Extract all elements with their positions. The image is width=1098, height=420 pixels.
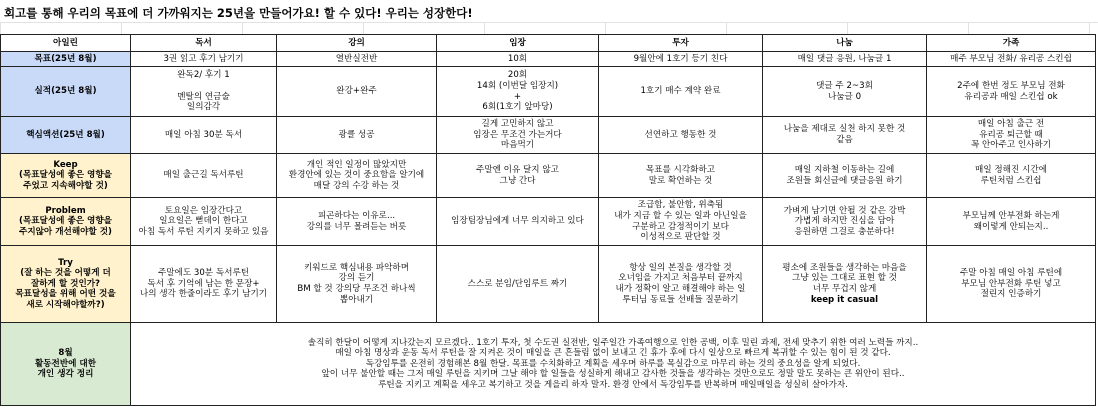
cell-problem-site-visit[interactable] (437, 198, 599, 246)
cell-text: 나눔을 제대로 실천 하지 못한 것 (783, 124, 906, 135)
table-row-reflection (1, 323, 1096, 406)
cell-try-family[interactable] (927, 246, 1096, 323)
cell-keep-lecture[interactable] (277, 154, 437, 198)
cell-text: 오너임을 가지고 처음부터 끝까지 (618, 273, 743, 284)
cell-text: + (513, 91, 522, 102)
cell-try-sharing[interactable] (763, 246, 927, 323)
cell-text-emphasis: keep it casual (810, 294, 879, 305)
cell-text: 목표를 시각화하고 (645, 164, 716, 175)
cell-goal-sharing[interactable] (763, 52, 927, 67)
cell-text: 너무 무겁지 않게 (812, 284, 877, 294)
cell-text: 광클 성공 (338, 129, 375, 140)
column-header-reading[interactable]: 독서 (131, 35, 277, 52)
cell-text: 열반실전반 (335, 53, 378, 64)
cell-problem-investment[interactable] (599, 198, 763, 246)
cell-text: 내가 정확이 알고 해결해야 하는 일 (615, 284, 746, 294)
cell-results-investment[interactable] (599, 67, 763, 117)
column-header-name[interactable]: 아일린 (1, 35, 131, 52)
row-header-problem[interactable] (1, 198, 131, 246)
row-header-line: 잘하게 할 것인가? (30, 278, 101, 289)
cell-text: 그냥 있는 그대로 표현 할 것 (792, 273, 897, 284)
cell-keep-investment[interactable] (599, 154, 763, 198)
cell-text: 왜이렇게 안되는지.. (973, 221, 1049, 232)
column-header-site-visit[interactable]: 임장 (437, 35, 599, 52)
row-header-line: Problem (45, 205, 86, 216)
cell-text: 매주 부모님 전화/ 유리공 스킨쉽 (950, 53, 1072, 64)
row-header-line: 목표(25년 8월) (34, 53, 97, 64)
cell-actions-reading[interactable] (131, 117, 277, 154)
row-header-line: Try (58, 257, 73, 268)
cell-text: 개인 적인 일정이 많았지만 (306, 159, 407, 170)
cell-text: 임장은 무조건 가는거다 (473, 129, 562, 140)
cell-text: 나의 생각 한줄이라도 후기 남기기 (139, 289, 268, 300)
cell-text: 뽑아내기 (339, 294, 374, 305)
cell-goal-family[interactable] (927, 52, 1096, 67)
row-header-line: 핵심액션(25년 8월) (26, 129, 105, 140)
cell-text: 주말에도 30분 독서루틴 (157, 268, 250, 279)
cell-text: 유리공 퇴근할 때 (979, 129, 1043, 140)
cell-results-family[interactable] (927, 67, 1096, 117)
cell-text: 선연하고 행동한 것 (644, 129, 717, 140)
cell-text: 나눔글 0 (827, 91, 862, 102)
cell-text: 강의를 너무 몰려듣는 버릇 (306, 221, 407, 232)
row-header-goal[interactable] (1, 52, 131, 67)
cell-text: 루틴처럼 스킨쉽 (980, 175, 1042, 186)
cell-results-reading[interactable] (131, 67, 277, 117)
cell-text: 매일 아침 30분 독서 (164, 129, 243, 140)
cell-actions-site-visit[interactable] (437, 117, 599, 154)
cell-text: 매일 지하철 이동하는 길에 (794, 164, 895, 175)
row-header-key-actions[interactable] (1, 117, 131, 154)
cell-text: 응원하면 그걸로 충분하다! (794, 226, 895, 237)
cell-text: 14회 (이번달 임장지) (476, 80, 559, 91)
row-header-line: Keep (53, 159, 78, 170)
cell-goal-reading[interactable] (131, 52, 277, 67)
reflection-line: 앞이 너무 불안할 때는 그저 매일 루틴을 지키며 그날 해야 할 일들을 성실하게 해내고 감사한 것들을 생각하는 것만으로도 정말 말도 못하는 큰 위안이 된다.. (321, 369, 905, 380)
cell-keep-site-visit[interactable] (437, 154, 599, 198)
cell-text: 매일 정해진 시간에 (975, 164, 1047, 175)
cell-text: 일의감각 (186, 102, 221, 113)
header-row (1, 35, 1096, 52)
reflection-line: 매일 아침 명상과 운동 독서 루틴을 잘 지켜온 것이 매일을 큰 흔들림 없이 보내고 긴 휴가 후에 다시 일상으로 빠르게 복귀할 수 있는 힘이 된 것 같다. (335, 348, 891, 359)
cell-actions-lecture[interactable] (277, 117, 437, 154)
cell-results-site-visit[interactable] (437, 67, 599, 117)
row-header-line: (잘 하는 것을 어떻게 더 (20, 268, 111, 279)
cell-text: 매일 출근길 독서루틴 (163, 170, 244, 181)
row-header-try[interactable] (1, 246, 131, 323)
reflection-line: 독강임투를 온전히 경험해본 8월 한달. 목표를 수치화하고 계획을 세우며 하루를 목실감으로 마무리 하는 것의 중요성을 알게 되었다. (365, 358, 861, 369)
cell-text: 완강+완주 (336, 86, 377, 97)
cell-results-lecture[interactable] (277, 67, 437, 117)
cell-goal-investment[interactable] (599, 52, 763, 67)
row-header-line: 주지않아 개선해야할 것) (19, 226, 112, 237)
reflection-line: 루틴을 지키고 계획을 세우고 복기하고 것을 게을리 하자 말자. 환경 안에서 독강임투를 반복하며 매일매일을 성실히 살아가자. (378, 379, 848, 390)
row-header-keep[interactable] (1, 154, 131, 198)
cell-text: 20회 (507, 70, 528, 81)
cell-text: 평소에 조원들을 생각하는 마음을 (782, 262, 907, 273)
column-header-lecture[interactable]: 강의 (277, 35, 437, 52)
row-header-line: 개인 생각 정리 (37, 369, 94, 380)
cell-text: 완독2/ 후기 1 (177, 70, 230, 81)
cell-text: 부모님 안부전화 루틴 넣고 (961, 278, 1061, 289)
cell-text: 주말엔 이유 달지 않고 (476, 164, 559, 175)
row-header-line: 활동전반에 대한 (34, 358, 97, 369)
cell-keep-family[interactable] (927, 154, 1096, 198)
cell-text: 가벼게 남기면 안될 것 같은 강박 (783, 205, 906, 216)
cell-text: 꼭 안아주고 인사하기 (970, 140, 1052, 151)
cell-goal-lecture[interactable] (277, 52, 437, 67)
cell-text: 9월안에 1호기 등기 친다 (633, 53, 728, 64)
retrospective-table (0, 34, 1096, 406)
cell-text: 조원들 회신글에 댓글응원 하기 (786, 175, 903, 186)
row-header-line: 목표달성을 위해 어떤 것을 (15, 289, 116, 300)
cell-text: 10회 (507, 53, 528, 64)
cell-text: 임장팀장님에게 너무 의지하고 있다 (451, 216, 584, 227)
cell-text: 매달 강의 수강 하는 것 (313, 180, 400, 191)
cell-text: 주말 아침 매일 아침 루틴에 (959, 268, 1063, 279)
cell-text: 환경안에 있는 것이 중요함을 알기에 (288, 170, 425, 181)
cell-text: 키워드로 핵심내용 파악하며 (303, 262, 410, 273)
cell-text: 절린지 인증하기 (980, 289, 1042, 300)
cell-problem-family[interactable] (927, 198, 1096, 246)
cell-text: 내가 지금 할 수 있는 일과 아닌일을 (614, 210, 747, 221)
cell-try-site-visit[interactable] (437, 246, 599, 323)
cell-text: 일요일은 뻗데이 한다고 (159, 216, 248, 227)
row-header-line: 8월 (58, 348, 73, 359)
cell-text: 매일 댓글 응원, 나눔글 1 (797, 53, 892, 64)
cell-actions-family[interactable] (927, 117, 1096, 154)
table-row-try (1, 246, 1096, 323)
cell-try-investment[interactable] (599, 246, 763, 323)
cell-text: 2주에 한번 정도 부모님 전화 (957, 80, 1065, 91)
cell-text: 독서 후 기억에 남는 한 문장+ (147, 278, 260, 289)
table-row-goal (1, 52, 1096, 67)
cell-text (133, 81, 274, 92)
cell-text: 댓글 주 2~3회 (816, 80, 873, 91)
cell-text: 매일 아침 출근 전 (977, 119, 1045, 130)
row-header-line: 새로 시작해야할까?) (26, 299, 105, 310)
cell-text: 말로 확언하는 것 (648, 175, 713, 186)
cell-reflection-text[interactable] (131, 323, 1096, 406)
cell-keep-reading[interactable] (131, 154, 277, 198)
table-row-problem (1, 198, 1096, 246)
cell-text: 그냥 간다 (499, 175, 536, 186)
row-header-line: (목표달성에 좋은 영향을 (19, 216, 112, 227)
row-header-line: 주었고 지속해야할 것) (23, 180, 108, 191)
cell-text: 6회(1호기 앞마당) (482, 102, 553, 113)
cell-try-lecture[interactable] (277, 246, 437, 323)
cell-text: 아침 독서 루틴 지키지 못하고 있음 (138, 226, 269, 237)
row-header-reflection[interactable] (1, 323, 131, 406)
sheet-title: 회고를 통해 우리의 목표에 더 가까워지는 25년을 만들어가요! 할 수 있다! 우리는 성장한다! (4, 6, 473, 20)
cell-text: 부모님께 안부전화 하는게 (962, 210, 1060, 221)
cell-text: 구분하고 감정적이기 보다 (632, 221, 729, 232)
cell-text: 투터님 동료들 선배들 질문하기 (622, 294, 739, 305)
cell-text: 항상 일의 본질을 생각할 것 (629, 262, 732, 273)
cell-problem-lecture[interactable] (277, 198, 437, 246)
cell-text: 유리공과 매일 스킨쉽 ok (964, 91, 1058, 102)
cell-text: 이성적으로 판단할 것 (640, 232, 721, 243)
cell-text: 1호기 매수 계약 완료 (640, 86, 721, 97)
cell-problem-sharing[interactable] (763, 198, 927, 246)
cell-text: 토요일은 임장간다고 (164, 205, 243, 216)
cell-text: 멘탈의 연금술 (177, 91, 230, 102)
cell-text: 3권 읽고 후기 남기기 (163, 53, 244, 64)
cell-goal-site-visit[interactable] (437, 52, 599, 67)
column-header-investment[interactable]: 투자 (599, 35, 763, 52)
column-header-family[interactable]: 가족 (927, 35, 1096, 52)
cell-text: 가볍게 하지만 진심을 담아 (794, 216, 895, 227)
table-row-keep (1, 154, 1096, 198)
reflection-line: 솔직히 한달이 어떻게 지나갔는지 모르겠다.. 1호기 투자, 첫 수도권 실전반, 일주일간 가족여행으로 인한 공백, 이후 밀린 과제, 전세 맞추기 위한 여러 노력들 까지.. (307, 337, 919, 348)
cell-text: 스스로 분임/단임루트 짜기 (467, 278, 568, 289)
cell-keep-sharing[interactable] (763, 154, 927, 198)
cell-actions-sharing[interactable] (763, 117, 927, 154)
table-row-key-actions (1, 117, 1096, 154)
cell-text: 조급함, 불안함, 위축됨 (637, 200, 724, 211)
cell-results-sharing[interactable] (763, 67, 927, 117)
row-header-line: 실적(25년 8월) (34, 86, 97, 97)
cell-text: 강의 듣기 (338, 273, 375, 284)
cell-problem-reading[interactable] (131, 198, 277, 246)
cell-actions-investment[interactable] (599, 117, 763, 154)
cell-text: 길게 고민하지 않고 (481, 119, 554, 130)
row-header-results[interactable] (1, 67, 131, 117)
cell-text: 피곤하다는 이유로... (317, 210, 396, 221)
table-row-results (1, 67, 1096, 117)
cell-text: 같음 (836, 135, 853, 145)
column-header-sharing[interactable]: 나눔 (763, 35, 927, 52)
cell-try-reading[interactable] (131, 246, 277, 323)
cell-text: BM 할 것 강의당 무조건 하나씩 (297, 284, 416, 294)
cell-text: 마음먹기 (500, 140, 535, 151)
row-header-line: (목표달성에 좋은 영향을 (19, 170, 112, 181)
